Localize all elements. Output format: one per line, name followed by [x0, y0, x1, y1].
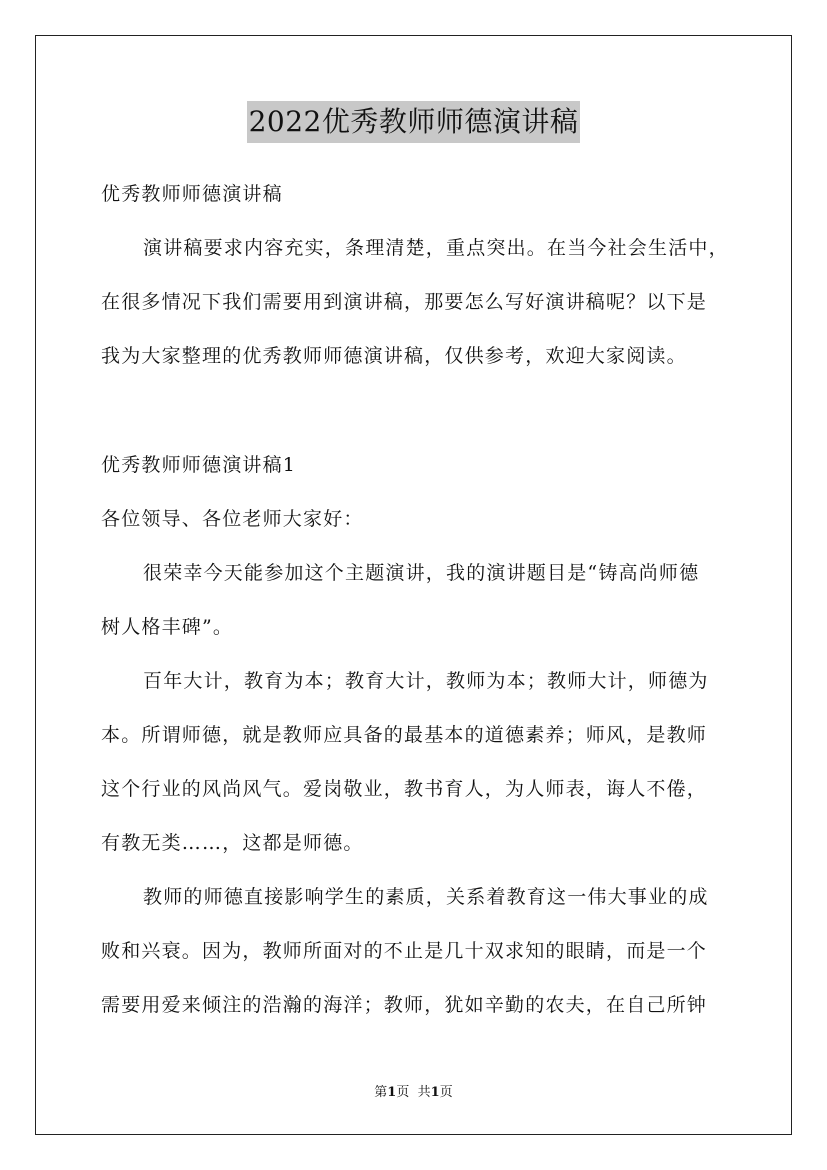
section-heading: 优秀教师师德演讲稿1	[101, 454, 297, 476]
title-wrapper	[0, 101, 827, 143]
paragraph-line: 需要用爱来倾注的浩瀚的海洋；教师，犹如辛勤的农夫，在自己所钟	[101, 994, 708, 1016]
page-prefix: 第	[374, 1085, 388, 1100]
total-prefix: 共	[417, 1085, 431, 1100]
paragraph-line: 败和兴衰。因为，教师所面对的不止是几十双求知的眼睛，而是一个	[101, 940, 708, 962]
paragraph-line: 我为大家整理的优秀教师师德演讲稿，仅供参考，欢迎大家阅读。	[101, 345, 687, 367]
current-page-number: 1	[387, 1085, 397, 1100]
paragraph-line: 这个行业的风尚风气。爱岗敬业，教书育人，为人师表，诲人不倦，	[101, 778, 708, 800]
paragraph-line: 有教无类……，这都是师德。	[101, 832, 364, 854]
paragraph-line: 树人格丰碑”。	[101, 616, 234, 638]
paragraph-line: 百年大计，教育为本；教育大计，教师为本；教师大计，师德为	[143, 670, 709, 692]
document-title: 2022优秀教师师德演讲稿	[247, 101, 581, 143]
paragraph-line: 演讲稿要求内容充实，条理清楚，重点突出。在当今社会生活中，	[143, 237, 729, 259]
paragraph-line: 本。所谓师德，就是教师应具备的最基本的道德素养；师风，是教师	[101, 724, 708, 746]
paragraph-line: 在很多情况下我们需要用到演讲稿，那要怎么写好演讲稿呢？以下是	[101, 291, 708, 313]
total-page-number: 1	[430, 1085, 440, 1100]
paragraph-line: 教师的师德直接影响学生的素质，关系着教育这一伟大事业的成	[143, 886, 709, 908]
total-suffix: 页	[439, 1085, 453, 1100]
page-suffix: 页	[396, 1085, 410, 1100]
paragraph-line: 很荣幸今天能参加这个主题演讲，我的演讲题目是“铸高尚师德	[143, 562, 700, 584]
section-heading: 优秀教师师德演讲稿	[101, 183, 283, 205]
page-footer	[0, 1084, 827, 1102]
greeting-line: 各位领导、各位老师大家好：	[101, 508, 364, 530]
